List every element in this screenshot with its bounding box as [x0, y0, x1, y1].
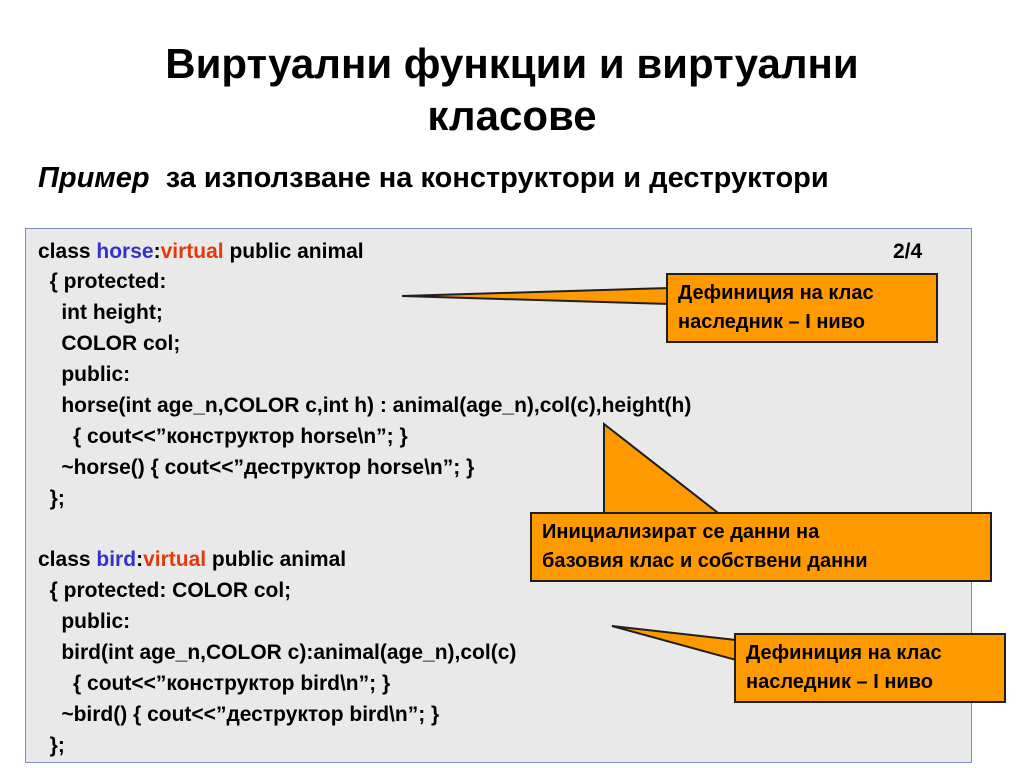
callout-horse-definition — [666, 273, 938, 343]
bird-def-pointer — [612, 626, 736, 660]
subtitle-emphasis: Пример — [38, 162, 150, 194]
code-line: int height; — [38, 301, 163, 324]
code-line: bird(int age_n,COLOR c):animal(age_n),col(c) — [38, 641, 517, 664]
class-keyword: class — [38, 548, 97, 571]
callout-bird-definition — [734, 633, 1006, 703]
callout-text: Дефиниция на клас — [746, 642, 942, 664]
callout-text: базовия клас и собствени данни — [542, 550, 868, 572]
virtual-keyword: virtual — [143, 548, 207, 571]
callout-text: Инициализират се данни на — [542, 521, 820, 543]
callout-text: Дефиниция на клас — [678, 282, 874, 304]
horse-def-pointer — [402, 288, 670, 304]
title-line-1: Виртуални функции и виртуални — [165, 40, 859, 87]
code-line: ~horse() { cout<<”деструктор horse\n”; } — [38, 456, 475, 479]
base-class: public animal — [223, 240, 364, 263]
page-counter: 2/4 — [893, 240, 923, 263]
init-pointer — [604, 424, 722, 516]
code-line: public: — [38, 610, 131, 633]
code-line: }; — [38, 734, 65, 757]
callout-text: наследник – I ниво — [678, 311, 865, 333]
virtual-keyword: virtual — [160, 240, 224, 263]
code-line: }; — [38, 487, 65, 510]
code-line: public: — [38, 363, 131, 386]
title-line-2: класове — [427, 92, 597, 139]
code-line: COLOR col; — [38, 332, 181, 355]
callout-text: наследник – I ниво — [746, 671, 933, 693]
code-line: ~bird() { cout<<”деструктор bird\n”; } — [38, 703, 440, 726]
class-name-bird: bird — [96, 548, 137, 571]
base-class: public animal — [206, 548, 347, 571]
colon: : — [153, 240, 161, 263]
code-line: { cout<<”конструктор horse\n”; } — [38, 425, 408, 448]
code-line: { protected: — [38, 270, 167, 293]
class-name-horse: horse — [96, 240, 154, 263]
code-line: { cout<<”конструктор bird\n”; } — [38, 672, 391, 695]
callout-initialization — [530, 512, 992, 582]
code-line: { protected: COLOR col; — [38, 579, 292, 602]
colon: : — [136, 548, 144, 571]
class-keyword: class — [38, 240, 97, 263]
subtitle-text: за използване на конструктори и деструктори — [149, 162, 829, 194]
code-line: horse(int age_n,COLOR c,int h) : animal(age_n),col(c),height(h) — [38, 394, 692, 417]
